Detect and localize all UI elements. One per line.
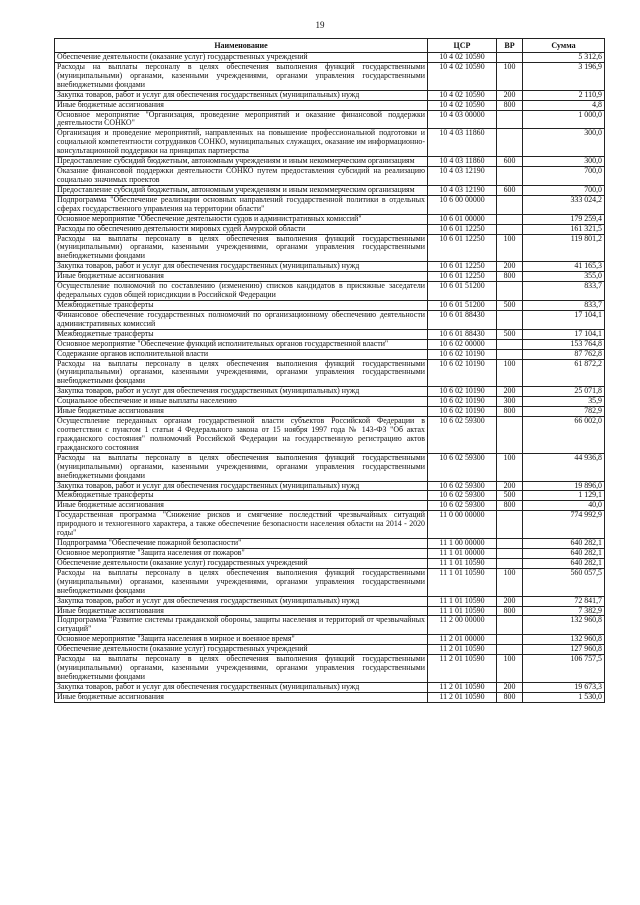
row-name-cell: Закупка товаров, работ и услуг для обеспечения государственных (муниципальных) нужд — [55, 481, 428, 491]
row-vr-cell — [497, 110, 523, 129]
row-vr-cell: 100 — [497, 234, 523, 262]
row-name-cell: Расходы на выплаты персоналу в целях обеспечения выполнения функций государственными (муниципальными) органами, казенными учреждениями, органами управления государственными внебюджетными фондами — [55, 62, 428, 90]
row-csr-cell: 11 2 00 00000 — [428, 616, 497, 635]
row-sum-cell: 132 960,8 — [523, 635, 605, 645]
row-csr-cell: 10 6 01 51200 — [428, 282, 497, 301]
row-name-cell: Иные бюджетные ассигнования — [55, 606, 428, 616]
row-vr-cell: 500 — [497, 301, 523, 311]
row-csr-cell: 10 6 01 12250 — [428, 272, 497, 282]
row-name-cell: Основное мероприятие "Защита населения в мирное и военное время" — [55, 635, 428, 645]
row-sum-cell: 300,0 — [523, 157, 605, 167]
row-vr-cell — [497, 195, 523, 214]
row-vr-cell — [497, 129, 523, 157]
row-sum-cell: 833,7 — [523, 282, 605, 301]
row-csr-cell: 10 6 02 10190 — [428, 397, 497, 407]
row-vr-cell — [497, 282, 523, 301]
row-name-cell: Оказание финансовой поддержки деятельности СОНКО путем предоставления субсидий на реализацию социально значимых проектов — [55, 167, 428, 186]
table-row — [55, 329, 605, 339]
row-sum-cell: 61 872,2 — [523, 359, 605, 387]
row-vr-cell: 500 — [497, 491, 523, 501]
table-row — [55, 349, 605, 359]
row-csr-cell: 10 6 01 51200 — [428, 301, 497, 311]
row-sum-cell: 300,0 — [523, 129, 605, 157]
row-name-cell: Расходы на выплаты персоналу в целях обеспечения выполнения функций государственными (муниципальными) органами, казенными учреждениями, органами управления государственными внебюджетными фондами — [55, 655, 428, 683]
table-row — [55, 539, 605, 549]
row-vr-cell: 600 — [497, 157, 523, 167]
row-csr-cell: 10 6 02 59300 — [428, 501, 497, 511]
row-name-cell: Обеспечение деятельности (оказание услуг) государственных учреждений — [55, 53, 428, 63]
row-sum-cell: 127 960,8 — [523, 645, 605, 655]
table-row — [55, 234, 605, 262]
row-name-cell: Межбюджетные трансферты — [55, 301, 428, 311]
table-row — [55, 501, 605, 511]
row-vr-cell — [497, 558, 523, 568]
row-csr-cell: 11 1 01 10590 — [428, 568, 497, 596]
table-row — [55, 100, 605, 110]
row-csr-cell: 10 6 01 88430 — [428, 329, 497, 339]
row-name-cell: Государственная программа "Снижение рисков и смягчение последствий чрезвычайных ситуаций природного и техногенного характера, а также обеспечение безопасности населения области на 2014 - 2020 годы" — [55, 511, 428, 539]
header-csr: ЦСР — [428, 39, 497, 53]
row-vr-cell: 800 — [497, 100, 523, 110]
row-name-cell: Закупка товаров, работ и услуг для обеспечения государственных (муниципальных) нужд — [55, 90, 428, 100]
row-csr-cell: 10 6 01 12250 — [428, 224, 497, 234]
row-sum-cell: 106 757,5 — [523, 655, 605, 683]
row-name-cell: Закупка товаров, работ и услуг для обеспечения государственных (муниципальных) нужд — [55, 387, 428, 397]
row-csr-cell: 10 6 02 10190 — [428, 349, 497, 359]
row-name-cell: Основное мероприятие "Обеспечение функций исполнительных органов государственной власти" — [55, 339, 428, 349]
row-name-cell: Иные бюджетные ассигнования — [55, 272, 428, 282]
row-csr-cell: 10 4 03 11860 — [428, 157, 497, 167]
row-sum-cell: 40,0 — [523, 501, 605, 511]
table-row — [55, 110, 605, 129]
row-name-cell: Осуществление переданных органам государственной власти субъектов Российской Федерации в соответствии с пунктом 1 статьи 4 Федерального закона от 15 ноября 1997 года № 143-ФЗ "Об актах гражданского состояния" полномочий Российской Федерации на государственную регистрацию актов гражданского состояния — [55, 417, 428, 454]
row-csr-cell: 11 1 01 10590 — [428, 606, 497, 616]
row-name-cell: Основное мероприятие "Защита населения от пожаров" — [55, 548, 428, 558]
row-vr-cell: 100 — [497, 62, 523, 90]
row-sum-cell: 1 129,1 — [523, 491, 605, 501]
header-vr: ВР — [497, 39, 523, 53]
row-name-cell: Финансовое обеспечение государственных полномочий по организационному обеспечению деятельности административных комиссий — [55, 310, 428, 329]
row-sum-cell: 19 896,0 — [523, 481, 605, 491]
table-row — [55, 596, 605, 606]
row-csr-cell: 11 2 01 10590 — [428, 645, 497, 655]
table-row — [55, 53, 605, 63]
row-sum-cell: 560 057,5 — [523, 568, 605, 596]
table-row — [55, 387, 605, 397]
row-name-cell: Основное мероприятие "Организация, проведение мероприятий и оказание финансовой поддержки деятельности СОНКО" — [55, 110, 428, 129]
row-vr-cell — [497, 635, 523, 645]
row-sum-cell: 153 764,8 — [523, 339, 605, 349]
row-sum-cell: 7 382,9 — [523, 606, 605, 616]
table-row — [55, 301, 605, 311]
table-row — [55, 195, 605, 214]
row-sum-cell: 640 282,1 — [523, 558, 605, 568]
table-body — [55, 53, 605, 703]
table-row — [55, 282, 605, 301]
table-row — [55, 692, 605, 702]
row-vr-cell — [497, 645, 523, 655]
row-sum-cell: 87 762,8 — [523, 349, 605, 359]
row-sum-cell: 44 936,8 — [523, 453, 605, 481]
row-name-cell: Социальное обеспечение и иные выплаты населению — [55, 397, 428, 407]
row-sum-cell: 2 110,9 — [523, 90, 605, 100]
table-row — [55, 407, 605, 417]
row-csr-cell: 10 6 01 00000 — [428, 214, 497, 224]
row-name-cell: Расходы на выплаты персоналу в целях обеспечения выполнения функций государственными (муниципальными) органами, казенными учреждениями, органами управления государственными внебюджетными фондами — [55, 234, 428, 262]
row-csr-cell: 11 2 01 00000 — [428, 635, 497, 645]
row-name-cell: Расходы по обеспечению деятельности мировых судей Амурской области — [55, 224, 428, 234]
row-vr-cell — [497, 310, 523, 329]
row-sum-cell: 774 992,9 — [523, 511, 605, 539]
row-csr-cell: 10 4 02 10590 — [428, 62, 497, 90]
table-row — [55, 397, 605, 407]
table-row — [55, 157, 605, 167]
row-name-cell: Межбюджетные трансферты — [55, 491, 428, 501]
row-vr-cell — [497, 349, 523, 359]
row-vr-cell — [497, 616, 523, 635]
row-sum-cell: 1 000,0 — [523, 110, 605, 129]
row-vr-cell: 200 — [497, 596, 523, 606]
row-csr-cell: 11 1 01 10590 — [428, 596, 497, 606]
row-vr-cell: 800 — [497, 407, 523, 417]
row-csr-cell: 11 2 01 10590 — [428, 655, 497, 683]
table-row — [55, 185, 605, 195]
row-csr-cell: 10 4 03 00000 — [428, 110, 497, 129]
row-name-cell: Межбюджетные трансферты — [55, 329, 428, 339]
row-vr-cell — [497, 224, 523, 234]
row-vr-cell — [497, 548, 523, 558]
table-row — [55, 568, 605, 596]
row-sum-cell: 179 259,4 — [523, 214, 605, 224]
row-sum-cell: 833,7 — [523, 301, 605, 311]
row-name-cell: Обеспечение деятельности (оказание услуг) государственных учреждений — [55, 645, 428, 655]
row-vr-cell: 200 — [497, 481, 523, 491]
table-row — [55, 558, 605, 568]
row-vr-cell: 200 — [497, 90, 523, 100]
row-name-cell: Расходы на выплаты персоналу в целях обеспечения выполнения функций государственными (муниципальными) органами, казенными учреждениями, органами управления государственными внебюджетными фондами — [55, 453, 428, 481]
row-sum-cell: 17 104,1 — [523, 329, 605, 339]
row-name-cell: Обеспечение деятельности (оказание услуг) государственных учреждений — [55, 558, 428, 568]
table-row — [55, 310, 605, 329]
row-vr-cell: 200 — [497, 262, 523, 272]
row-vr-cell — [497, 167, 523, 186]
row-name-cell: Закупка товаров, работ и услуг для обеспечения государственных (муниципальных) нужд — [55, 596, 428, 606]
row-csr-cell: 10 6 01 12250 — [428, 262, 497, 272]
row-vr-cell: 100 — [497, 453, 523, 481]
row-name-cell: Иные бюджетные ассигнования — [55, 407, 428, 417]
row-csr-cell: 11 1 01 10590 — [428, 558, 497, 568]
row-name-cell: Основное мероприятие "Обеспечение деятельности судов и административных комиссий" — [55, 214, 428, 224]
row-csr-cell: 10 6 02 10190 — [428, 387, 497, 397]
row-vr-cell: 600 — [497, 185, 523, 195]
row-sum-cell: 640 282,1 — [523, 539, 605, 549]
row-name-cell: Осуществление полномочий по составлению (изменению) списков кандидатов в присяжные заседатели федеральных судов общей юрисдикции в Российской Федерации — [55, 282, 428, 301]
row-vr-cell: 800 — [497, 692, 523, 702]
row-vr-cell: 100 — [497, 359, 523, 387]
row-sum-cell: 72 841,7 — [523, 596, 605, 606]
table-row — [55, 339, 605, 349]
row-vr-cell — [497, 339, 523, 349]
row-csr-cell: 10 6 02 59300 — [428, 417, 497, 454]
row-csr-cell: 10 6 00 00000 — [428, 195, 497, 214]
row-csr-cell: 11 2 01 10590 — [428, 692, 497, 702]
row-sum-cell: 5 312,6 — [523, 53, 605, 63]
row-sum-cell: 19 673,3 — [523, 682, 605, 692]
row-vr-cell: 100 — [497, 655, 523, 683]
row-sum-cell: 700,0 — [523, 185, 605, 195]
row-vr-cell: 300 — [497, 397, 523, 407]
row-sum-cell: 41 165,3 — [523, 262, 605, 272]
table-row — [55, 272, 605, 282]
row-vr-cell — [497, 53, 523, 63]
row-vr-cell — [497, 214, 523, 224]
row-sum-cell: 25 071,8 — [523, 387, 605, 397]
table-row — [55, 453, 605, 481]
table-row — [55, 548, 605, 558]
table-row — [55, 359, 605, 387]
row-sum-cell: 161 321,5 — [523, 224, 605, 234]
table-row — [55, 262, 605, 272]
header-name: Наименование — [55, 39, 428, 53]
table-row — [55, 491, 605, 501]
row-vr-cell — [497, 417, 523, 454]
row-vr-cell: 200 — [497, 387, 523, 397]
table-row — [55, 616, 605, 635]
table-row — [55, 90, 605, 100]
table-row — [55, 224, 605, 234]
row-vr-cell: 100 — [497, 568, 523, 596]
page-number: 19 — [315, 20, 325, 30]
row-sum-cell: 4,8 — [523, 100, 605, 110]
row-csr-cell: 10 6 02 10190 — [428, 359, 497, 387]
row-sum-cell: 782,9 — [523, 407, 605, 417]
row-name-cell: Расходы на выплаты персоналу в целях обеспечения выполнения функций государственными (муниципальными) органами, казенными учреждениями, органами управления государственными внебюджетными фондами — [55, 359, 428, 387]
row-csr-cell: 10 4 02 10590 — [428, 90, 497, 100]
row-name-cell: Иные бюджетные ассигнования — [55, 692, 428, 702]
row-name-cell: Предоставление субсидий бюджетным, автономным учреждениям и иным некоммерческим организациям — [55, 185, 428, 195]
table-row — [55, 511, 605, 539]
row-name-cell: Подпрограмма "Развитие системы гражданской обороны, защиты населения и территорий от чрезвычайных ситуаций" — [55, 616, 428, 635]
row-sum-cell: 700,0 — [523, 167, 605, 186]
row-vr-cell: 500 — [497, 329, 523, 339]
row-csr-cell: 10 6 02 59300 — [428, 453, 497, 481]
row-name-cell: Закупка товаров, работ и услуг для обеспечения государственных (муниципальных) нужд — [55, 682, 428, 692]
table-row — [55, 417, 605, 454]
row-sum-cell: 35,9 — [523, 397, 605, 407]
row-sum-cell: 17 104,1 — [523, 310, 605, 329]
row-sum-cell: 3 196,9 — [523, 62, 605, 90]
row-sum-cell: 355,0 — [523, 272, 605, 282]
row-sum-cell: 1 530,0 — [523, 692, 605, 702]
row-name-cell: Подпрограмма "Обеспечение пожарной безопасности" — [55, 539, 428, 549]
row-csr-cell: 10 6 01 88430 — [428, 310, 497, 329]
row-sum-cell: 333 024,2 — [523, 195, 605, 214]
row-csr-cell: 10 6 02 59300 — [428, 481, 497, 491]
row-csr-cell: 10 4 03 11860 — [428, 129, 497, 157]
table-row — [55, 655, 605, 683]
row-sum-cell: 66 002,0 — [523, 417, 605, 454]
row-vr-cell: 800 — [497, 606, 523, 616]
row-csr-cell: 11 1 01 00000 — [428, 548, 497, 558]
row-name-cell: Подпрограмма "Обеспечение реализации основных направлений государственной политики в отдельных сферах государственного управления на территории области" — [55, 195, 428, 214]
row-csr-cell: 10 4 03 12190 — [428, 185, 497, 195]
table-row — [55, 635, 605, 645]
table-row — [55, 481, 605, 491]
row-name-cell: Организация и проведение мероприятий, направленных на повышение профессиональной подготовки и социальной компетентности сотрудников СОНКО, муниципальных служащих, оказание им информационно-консультационной поддержки на принципах партнерства — [55, 129, 428, 157]
table-row — [55, 682, 605, 692]
row-sum-cell: 119 801,2 — [523, 234, 605, 262]
row-vr-cell: 800 — [497, 501, 523, 511]
row-csr-cell: 10 4 02 10590 — [428, 53, 497, 63]
row-name-cell: Расходы на выплаты персоналу в целях обеспечения выполнения функций государственными (муниципальными) органами, казенными учреждениями, органами управления государственными внебюджетными фондами — [55, 568, 428, 596]
row-csr-cell: 10 4 02 10590 — [428, 100, 497, 110]
row-sum-cell: 640 282,1 — [523, 548, 605, 558]
row-name-cell: Содержание органов исполнительной власти — [55, 349, 428, 359]
header-sum: Сумма — [523, 39, 605, 53]
table-row — [55, 129, 605, 157]
row-csr-cell: 11 2 01 10590 — [428, 682, 497, 692]
row-vr-cell: 800 — [497, 272, 523, 282]
row-csr-cell: 11 1 00 00000 — [428, 539, 497, 549]
table-row — [55, 167, 605, 186]
row-csr-cell: 10 4 03 12190 — [428, 167, 497, 186]
row-csr-cell: 10 6 02 10190 — [428, 407, 497, 417]
row-vr-cell — [497, 511, 523, 539]
row-csr-cell: 10 6 01 12250 — [428, 234, 497, 262]
row-vr-cell: 200 — [497, 682, 523, 692]
row-sum-cell: 132 960,8 — [523, 616, 605, 635]
row-csr-cell: 10 6 02 00000 — [428, 339, 497, 349]
table-header-row — [55, 39, 605, 53]
row-name-cell: Иные бюджетные ассигнования — [55, 501, 428, 511]
row-vr-cell — [497, 539, 523, 549]
budget-table — [54, 38, 605, 703]
row-name-cell: Иные бюджетные ассигнования — [55, 100, 428, 110]
table-row — [55, 62, 605, 90]
table-row — [55, 214, 605, 224]
row-name-cell: Закупка товаров, работ и услуг для обеспечения государственных (муниципальных) нужд — [55, 262, 428, 272]
table-row — [55, 606, 605, 616]
row-csr-cell: 10 6 02 59300 — [428, 491, 497, 501]
table-row — [55, 645, 605, 655]
row-csr-cell: 11 0 00 00000 — [428, 511, 497, 539]
row-name-cell: Предоставление субсидий бюджетным, автономным учреждениям и иным некоммерческим организациям — [55, 157, 428, 167]
